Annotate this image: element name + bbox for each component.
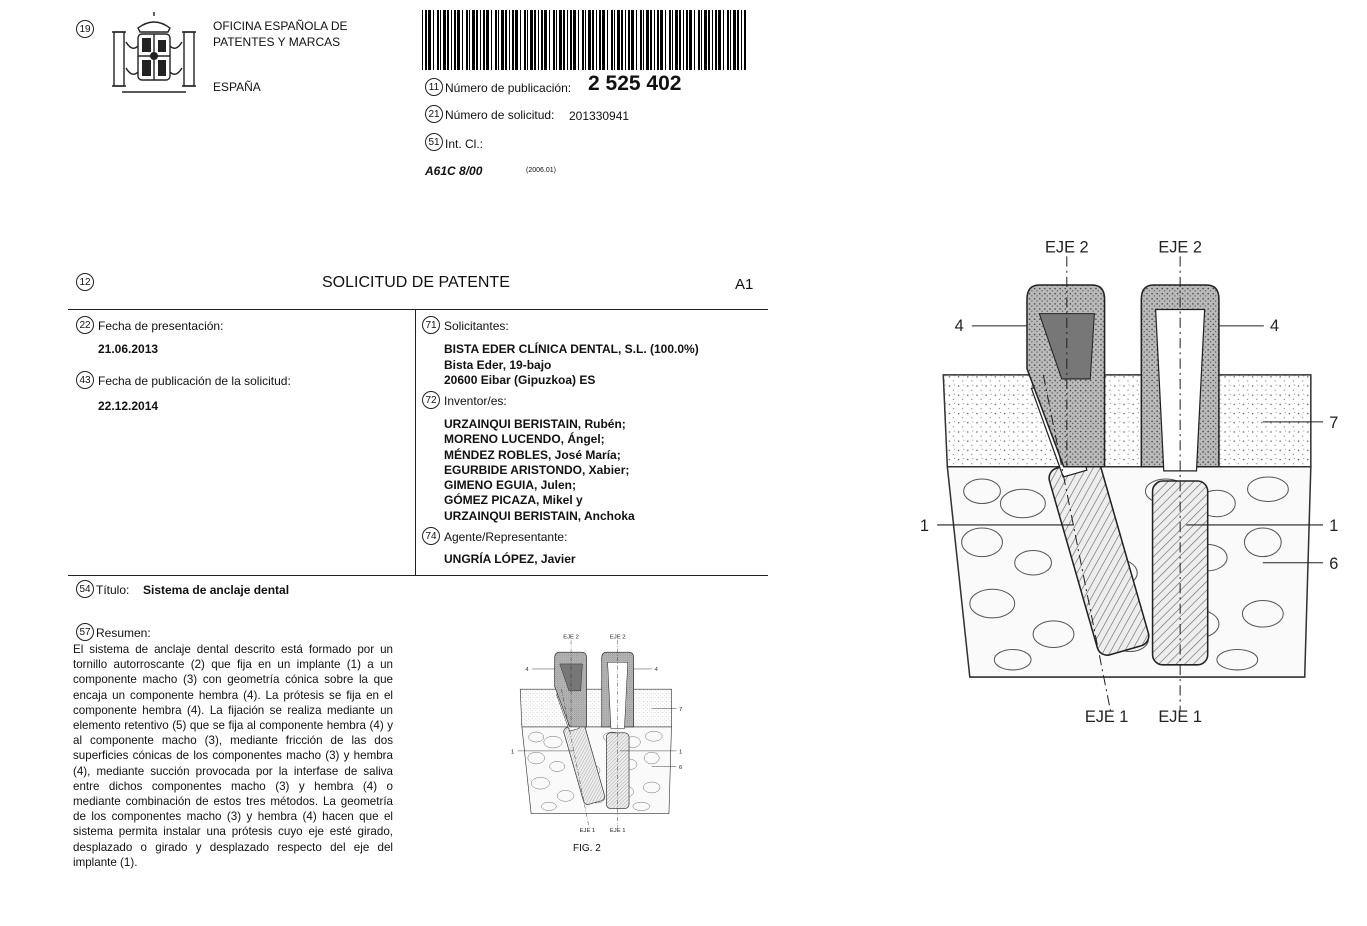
barcode-bar [744, 10, 746, 70]
barcode-bar [611, 10, 613, 70]
barcode-bar [660, 10, 663, 70]
barcode-bar [698, 10, 700, 70]
int-cl-label: Int. Cl.: [445, 137, 484, 151]
barcode-bar [733, 10, 736, 70]
barcode-bar [631, 10, 634, 70]
barcode-bar [447, 10, 449, 70]
barcode-bar [675, 10, 678, 70]
barcode-bar [712, 10, 713, 70]
barcode-bar [596, 10, 597, 70]
barcode-bar [650, 10, 652, 70]
gum-layer [520, 689, 671, 727]
inid-code-21: 21 [425, 105, 443, 123]
divider-vertical [415, 309, 416, 576]
label-6: 6 [679, 764, 683, 771]
publication-date: 22.12.2014 [98, 399, 159, 413]
barcode-bar [730, 10, 731, 70]
divider-bottom [68, 575, 768, 576]
label-eje1-left: EJE 1 [579, 828, 596, 832]
fig2-large-drawing [905, 236, 1345, 722]
ipc-code: A61C 8/00 [425, 164, 483, 178]
filing-date-label: Fecha de presentación: [98, 319, 224, 333]
inventors-label: Inventor/es: [444, 394, 507, 408]
barcode-bar [657, 10, 659, 70]
barcode-bar [718, 10, 721, 70]
barcode-bar [628, 10, 630, 70]
barcode-bar [694, 10, 695, 70]
barcode-bar [614, 10, 615, 70]
barcode-bar [686, 10, 688, 70]
barcode-bar [607, 10, 608, 70]
label-eje2-right: EJE 2 [609, 634, 626, 641]
barcode-bar [530, 10, 533, 70]
inid-code-71: 71 [422, 316, 440, 334]
applicant-line: 20600 Eibar (Gipuzkoa) ES [444, 373, 596, 387]
barcode-bar [737, 10, 739, 70]
coat-of-arms-logo [108, 12, 200, 96]
barcode-bar [599, 10, 601, 70]
barcode-bar [486, 10, 489, 70]
barcode-bar [689, 10, 692, 70]
barcode-bar [512, 10, 514, 70]
barcode-bar [556, 10, 557, 70]
office-line-1: OFICINA ESPAÑOLA DE [213, 19, 348, 33]
barcode-bar [640, 10, 642, 70]
fig2-thumbnail [500, 632, 690, 832]
barcode-bar [585, 10, 586, 70]
barcode-bar [457, 10, 460, 70]
barcode-bar [534, 10, 536, 70]
barcode-bar [443, 10, 446, 70]
barcode-bar [505, 10, 507, 70]
barcode-bar [582, 10, 584, 70]
barcode-bar [602, 10, 605, 70]
title-field-label: Título: [96, 583, 130, 597]
inventor-list [444, 417, 635, 524]
agent-name: UNGRÍA LÓPEZ, Javier [444, 552, 576, 566]
barcode-bar [422, 10, 423, 70]
barcode-bar [708, 10, 710, 70]
office-name [213, 18, 347, 50]
barcode-bar [578, 10, 579, 70]
inid-code-54: 54 [76, 580, 94, 598]
inventor-line: EGURBIDE ARISTONDO, Xabier; [444, 462, 630, 477]
invention-title: Sistema de anclaje dental [143, 583, 290, 597]
applicants-label: Solicitantes: [444, 319, 509, 333]
inventor-line: URZAINQUI BERISTAIN, Anchoka [444, 508, 635, 523]
inventor-line: MORENO LUCENDO, Ángel; [444, 432, 605, 447]
label-4-left: 4 [525, 667, 529, 674]
barcode-bar [476, 10, 478, 70]
barcode-bar [509, 10, 510, 70]
barcode-bar [553, 10, 555, 70]
inventor-line: URZAINQUI BERISTAIN, Rubén; [444, 417, 626, 431]
label-4-right: 4 [654, 667, 658, 674]
barcode [420, 10, 748, 70]
label-1-left: 1 [919, 517, 929, 536]
barcode-bar [480, 10, 481, 70]
inid-code-43: 43 [76, 371, 94, 389]
agent-label: Agente/Representante: [444, 530, 568, 544]
barcode-bar [646, 10, 649, 70]
applicant-list [444, 342, 699, 389]
inid-code-22: 22 [76, 316, 94, 334]
barcode-bar [428, 10, 431, 70]
label-eje1-right: EJE 1 [609, 828, 626, 832]
publication-number-label: Número de publicación: [445, 81, 572, 95]
barcode-bar [515, 10, 518, 70]
barcode-bar [544, 10, 547, 70]
label-eje1-right: EJE 1 [1158, 708, 1202, 722]
barcode-bar [440, 10, 441, 70]
label-eje2-left: EJE 2 [563, 634, 579, 641]
inid-code-12: 12 [76, 273, 94, 291]
inid-code-57: 57 [76, 623, 94, 641]
barcode-bar [727, 10, 729, 70]
barcode-bar [462, 10, 463, 70]
barcode-bar [741, 10, 742, 70]
divider-top [68, 309, 768, 310]
barcode-bar [559, 10, 562, 70]
barcode-bar [715, 10, 717, 70]
barcode-bar [495, 10, 497, 70]
application-number-label: Número de solicitud: [445, 108, 555, 122]
barcode-bar [425, 10, 427, 70]
barcode-bar [570, 10, 572, 70]
barcode-bar [563, 10, 565, 70]
barcode-bar [617, 10, 620, 70]
inid-code-11: 11 [425, 78, 443, 96]
publication-number: 2 525 402 [588, 72, 682, 95]
barcode-bar [501, 10, 504, 70]
label-1-right: 1 [679, 749, 683, 756]
barcode-bar [567, 10, 568, 70]
fig2-caption: FIG. 2 [573, 843, 601, 854]
applicant-line: Bista Eder, 19-bajo [444, 357, 552, 372]
label-7: 7 [1329, 413, 1339, 432]
label-eje2-left: EJE 2 [1045, 238, 1089, 257]
barcode-bar [549, 10, 550, 70]
barcode-bar [466, 10, 468, 70]
gum-layer [943, 375, 1311, 467]
barcode-bar [433, 10, 434, 70]
barcode-bar [541, 10, 543, 70]
filing-date: 21.06.2013 [98, 342, 159, 356]
kind-code: A1 [735, 276, 754, 293]
country: ESPAÑA [213, 80, 261, 94]
barcode-bar [643, 10, 644, 70]
barcode-bar [472, 10, 475, 70]
barcode-bar [491, 10, 492, 70]
barcode-bar [573, 10, 576, 70]
barcode-bar [625, 10, 626, 70]
barcode-bar [469, 10, 470, 70]
application-number: 201330941 [569, 109, 630, 123]
barcode-bar [498, 10, 499, 70]
inid-code-51: 51 [425, 133, 443, 151]
barcode-bar [451, 10, 452, 70]
inventor-line: MÉNDEZ ROBLES, José María; [444, 447, 621, 462]
label-eje1-left: EJE 1 [1084, 708, 1129, 722]
label-1-left: 1 [511, 749, 515, 756]
inid-code-72: 72 [422, 391, 440, 409]
label-7: 7 [679, 706, 683, 713]
barcode-bar [636, 10, 637, 70]
label-4-right: 4 [1269, 316, 1280, 335]
barcode-bar [483, 10, 485, 70]
label-6: 6 [1329, 554, 1339, 573]
inid-code-19: 19 [76, 20, 94, 38]
barcode-bar [520, 10, 521, 70]
label-1-right: 1 [1329, 517, 1339, 536]
barcode-bar [704, 10, 707, 70]
barcode-bar [679, 10, 681, 70]
barcode-bar [669, 10, 671, 70]
barcode-bar [454, 10, 456, 70]
ipc-version: (2006.01) [526, 167, 556, 174]
barcode-bar [683, 10, 684, 70]
office-line-2: PATENTES Y MARCAS [213, 35, 341, 49]
barcode-bar [672, 10, 673, 70]
publication-date-label: Fecha de publicación de la solicitud: [98, 374, 291, 388]
inventor-line: GIMENO EGUIA, Julen; [444, 478, 577, 493]
inventor-line: GÓMEZ PICAZA, Mikel y [444, 493, 583, 508]
barcode-bar [588, 10, 591, 70]
inid-code-74: 74 [422, 527, 440, 545]
barcode-bar [665, 10, 666, 70]
barcode-bar [437, 10, 439, 70]
label-4-left: 4 [954, 316, 964, 335]
applicant-line: BISTA EDER CLÍNICA DENTAL, S.L. (100.0%) [444, 342, 699, 356]
abstract-label: Resumen: [96, 626, 151, 640]
barcode-bar [654, 10, 655, 70]
barcode-bar [527, 10, 528, 70]
barcode-bar [723, 10, 724, 70]
label-eje2-right: EJE 2 [1158, 238, 1202, 257]
barcode-bar [592, 10, 594, 70]
document-title: SOLICITUD DE PATENTE [322, 274, 510, 291]
barcode-bar [538, 10, 539, 70]
abstract-text: El sistema de anclaje dental descrito está formado por un tornillo autorroscante (2) que fija en un implante (1) a un componente macho (3) con geometría cónica sobre la que encaja un componente hembra (4). La prótesis se fija en el componente hembra (4). La fijación se realiza mediante un elemento retentivo (5) que se fija al componente hembra (4) y al componente macho (3), mediante fricción de las dos superficies cónicas de los componentes macho (3) y hembra (4), mediante succión provocada por la interfase de saliva entre dichos componentes macho (3) y hembra (4) o mediante combinación de estos tres métodos. La geometría de los componentes macho (3) y hembra (4) hacen que el sistema permita instalar una prótesis cuyo eje esté girado, desplazado o girado y desplazado respecto del eje del implante (1). [73, 643, 393, 869]
barcode-bar [701, 10, 702, 70]
barcode-bar [524, 10, 526, 70]
barcode-bar [621, 10, 623, 70]
